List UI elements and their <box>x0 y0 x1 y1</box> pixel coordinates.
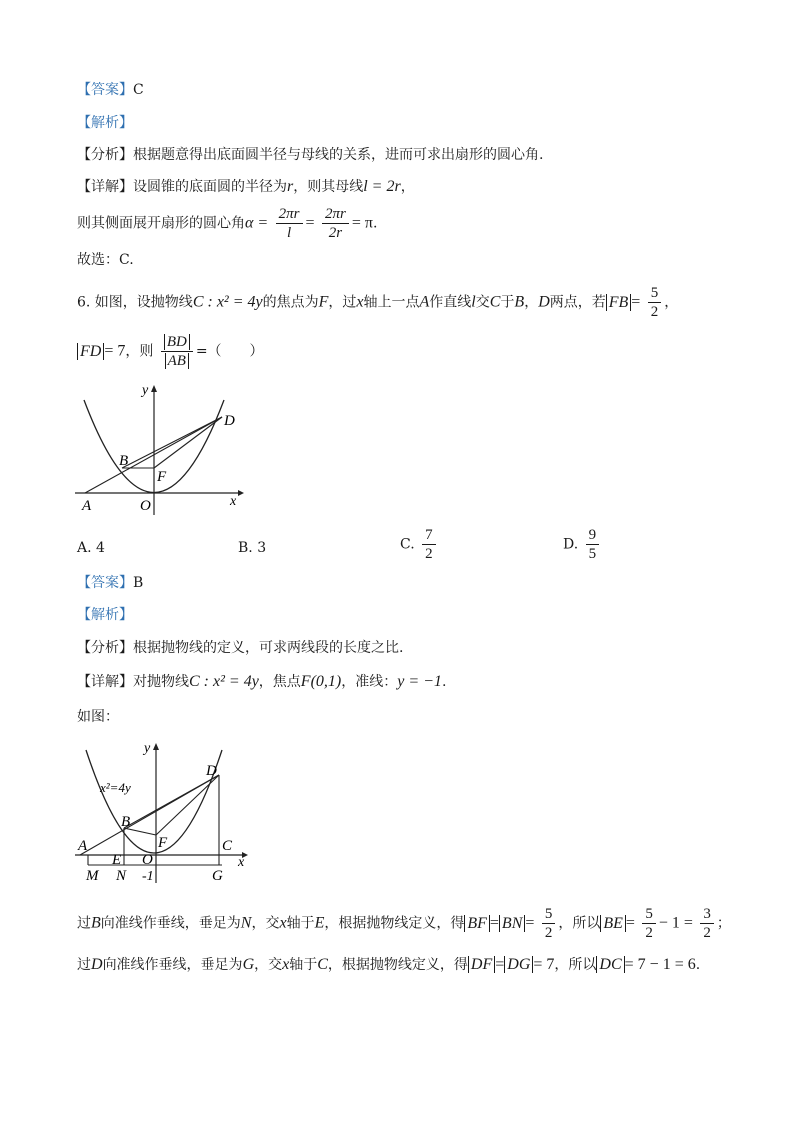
option-b-label: B. 3 <box>238 540 267 556</box>
figure-1-parabola <box>70 380 250 520</box>
math-expression: = <box>489 914 499 932</box>
y-axis-arrow <box>153 743 159 750</box>
label-E: E <box>112 852 122 868</box>
q6-answer-line <box>77 573 143 593</box>
math-var: x <box>356 293 364 311</box>
x-axis-arrow <box>238 490 244 496</box>
abs-value: DG <box>504 956 533 973</box>
option-b[interactable] <box>238 538 266 558</box>
option-c-fraction <box>422 526 436 563</box>
fraction <box>642 905 656 942</box>
math-var: l <box>471 293 476 311</box>
stem-text: 两点，若 <box>549 294 606 311</box>
fraction-denominator: 2 <box>645 925 653 941</box>
stem-text: ，过 <box>328 294 357 311</box>
fraction <box>542 905 556 942</box>
solution-text: ，所以 <box>558 915 601 932</box>
solution-text: ，根据抛物线定义，得 <box>327 957 468 973</box>
punctuation: . <box>695 957 701 973</box>
abs-value: DF <box>468 956 495 973</box>
solution-text: ，所以 <box>554 957 597 973</box>
stem-text: 作直线 <box>429 294 472 311</box>
math-expression: C : x² = 4y <box>192 293 263 311</box>
math-expression: = π <box>351 214 373 232</box>
answer-value: C <box>133 82 144 98</box>
stem-text: 的焦点为 <box>262 294 319 311</box>
fenxi-tag: 【分析】 <box>77 640 133 656</box>
fraction-numerator: 2πr <box>276 205 303 224</box>
math-expression: = <box>525 914 535 932</box>
math-expression: l = 2r <box>363 178 401 195</box>
angle-text: 则其侧面展开扇形的圆心角 <box>77 215 245 232</box>
q5-conclusion <box>77 250 134 270</box>
q6-ru-tu <box>77 707 119 727</box>
detail-tag: 【详解】 <box>77 674 133 690</box>
detail-tag: 【详解】 <box>77 179 133 195</box>
answer-tag: 【答案】 <box>77 575 133 591</box>
fraction-numerator: 7 <box>422 526 436 545</box>
solution-text: 过 <box>77 915 91 932</box>
label-M: M <box>86 868 99 884</box>
stem-text: ， <box>524 294 539 311</box>
label-D: D <box>206 763 217 779</box>
math-var: G <box>242 956 255 973</box>
abs-value: FD <box>77 343 104 360</box>
fenxi-text: 根据题意得出底面圆半径与母线的关系，进而可求出扇形的圆心角. <box>133 147 544 163</box>
label-O: O <box>142 852 153 868</box>
option-c[interactable] <box>400 526 439 563</box>
segment-BD <box>122 417 222 468</box>
math-var: F <box>318 293 329 311</box>
label-N: N <box>116 868 127 884</box>
abs-value: BE <box>600 915 626 932</box>
math-expression: − 1 = <box>658 914 693 932</box>
option-a[interactable] <box>77 538 105 558</box>
label-B: B <box>119 453 129 469</box>
fraction <box>648 284 662 321</box>
fraction-denominator: 2 <box>703 925 711 941</box>
segment-FD <box>154 417 222 468</box>
math-var: D <box>538 293 550 311</box>
q6-stem-line2 <box>77 333 264 370</box>
fraction-denominator: 5 <box>588 546 597 562</box>
solution-text: 向准线作垂线，垂足为 <box>100 915 241 932</box>
figure-intro: 如图： <box>77 709 119 725</box>
q5-analysis-line <box>77 113 133 133</box>
math-var: r <box>287 178 294 195</box>
label-A: A <box>82 498 92 514</box>
math-var: B <box>91 914 101 932</box>
math-var: C <box>317 956 328 973</box>
q5-detail-line <box>77 177 415 197</box>
option-a-label: A. 4 <box>77 540 105 556</box>
fraction-denominator: l <box>287 225 292 241</box>
detail-text: ， <box>400 179 415 195</box>
fraction <box>276 205 303 242</box>
solution-text: ，根据抛物线定义，得 <box>324 915 465 932</box>
option-d-label: D. <box>563 536 579 553</box>
solution-text: ，交 <box>251 915 280 932</box>
answer-value: B <box>133 575 144 591</box>
fraction-numerator: 3 <box>700 905 714 924</box>
abs-value: BN <box>499 915 525 932</box>
fenxi-text: 根据抛物线的定义，可求两线段的长度之比. <box>133 640 404 656</box>
detail-text: 对抛物线 <box>133 674 189 690</box>
math-var: A <box>419 293 430 311</box>
stem-text: 交 <box>475 294 490 311</box>
detail-text: ，则其母线 <box>293 179 364 195</box>
fraction-numerator: 5 <box>642 905 656 924</box>
solution-text: ，交 <box>254 957 283 973</box>
abs-value: FB <box>606 294 632 311</box>
math-expression: α = <box>245 214 269 232</box>
math-expression: = 7 <box>104 342 126 360</box>
q5-answer-line <box>77 80 144 100</box>
figure-2-solution <box>72 738 257 886</box>
label-O: O <box>140 498 151 514</box>
label-C: C <box>222 838 233 854</box>
label-y: y <box>142 383 149 398</box>
fraction-denominator: 2 <box>650 304 659 320</box>
math-var: x <box>279 914 287 932</box>
math-var: x <box>282 956 290 973</box>
fenxi-tag: 【分析】 <box>77 147 133 163</box>
fraction-denominator: 2r <box>328 225 343 241</box>
q6-solution-line2 <box>77 955 700 975</box>
stem-text: 轴上一点 <box>363 294 420 311</box>
label-x: x <box>230 494 237 509</box>
option-d[interactable] <box>563 526 602 563</box>
fraction <box>322 205 349 242</box>
punctuation: . <box>441 674 447 690</box>
ratio-fraction <box>161 333 193 370</box>
math-expression: = <box>305 214 315 232</box>
label-equation: x²=4y <box>100 780 131 795</box>
fraction-denominator: 2 <box>544 925 553 941</box>
label-G: G <box>212 868 223 884</box>
math-var: C <box>489 293 501 311</box>
analysis-tag: 【解析】 <box>77 115 133 131</box>
fraction-denominator: 2 <box>425 546 433 562</box>
parabola-curve <box>86 750 222 853</box>
solution-text: 轴于 <box>289 957 318 973</box>
math-var: D <box>91 956 103 973</box>
solution-text: 轴于 <box>286 915 315 932</box>
punctuation: . <box>372 215 378 232</box>
conclusion-text: 故选：C. <box>77 252 134 268</box>
q6-detail-line <box>77 672 446 692</box>
math-expression: = <box>625 914 635 932</box>
abs-value: BF <box>464 915 490 932</box>
detail-text: ，焦点 <box>258 674 301 690</box>
math-var: N <box>240 914 252 932</box>
math-var: E <box>314 914 325 932</box>
stem-text: =（ ） <box>195 343 264 360</box>
math-var: B <box>514 293 525 311</box>
math-expression: F(0,1) <box>300 673 342 690</box>
punctuation: ； <box>716 915 731 932</box>
answer-tag: 【答案】 <box>77 82 133 98</box>
option-d-fraction <box>586 526 600 563</box>
detail-text: ，准线： <box>341 674 398 690</box>
label-y: y <box>144 741 151 756</box>
stem-text: 6. 如图，设抛物线 <box>77 294 193 311</box>
label-x: x <box>238 855 245 870</box>
label-B: B <box>121 814 131 830</box>
detail-text: 设圆锥的底面圆的半径为 <box>133 179 287 195</box>
label-F: F <box>158 835 168 851</box>
label-F: F <box>157 469 167 485</box>
analysis-tag: 【解析】 <box>77 607 133 623</box>
q6-solution-line1 <box>77 905 731 942</box>
solution-text: 向准线作垂线，垂足为 <box>102 957 243 973</box>
label-minus-one: -1 <box>142 869 154 884</box>
fraction-denominator: AB <box>165 353 189 369</box>
y-axis-arrow <box>151 385 157 392</box>
fraction-numerator: 5 <box>542 905 556 924</box>
stem-text: ， <box>664 294 679 311</box>
q6-fenxi-line <box>77 638 403 658</box>
fraction <box>700 905 714 942</box>
fraction-numerator: BD <box>164 334 190 350</box>
option-c-label: C. <box>400 536 415 553</box>
fraction-numerator: 9 <box>586 526 600 545</box>
math-expression: C : x² = 4y <box>189 673 259 690</box>
solution-text: 过 <box>77 957 91 973</box>
math-expression: = 7 <box>533 956 555 973</box>
fraction-numerator: 5 <box>648 284 662 303</box>
fraction-numerator: 2πr <box>322 205 349 224</box>
label-A: A <box>78 838 88 854</box>
math-expression: = <box>495 956 505 973</box>
q5-fenxi-line <box>77 145 543 165</box>
math-expression: y = −1 <box>397 673 442 690</box>
math-expression: = <box>631 293 641 311</box>
q6-stem-line1 <box>77 284 678 321</box>
math-expression: = 7 − 1 = 6 <box>624 956 696 973</box>
stem-text: 于 <box>500 294 515 311</box>
label-D: D <box>224 413 235 429</box>
abs-value: DC <box>596 956 624 973</box>
q5-angle-line <box>77 205 377 242</box>
q6-analysis-line <box>77 605 133 625</box>
stem-text: ，则 <box>125 343 154 360</box>
